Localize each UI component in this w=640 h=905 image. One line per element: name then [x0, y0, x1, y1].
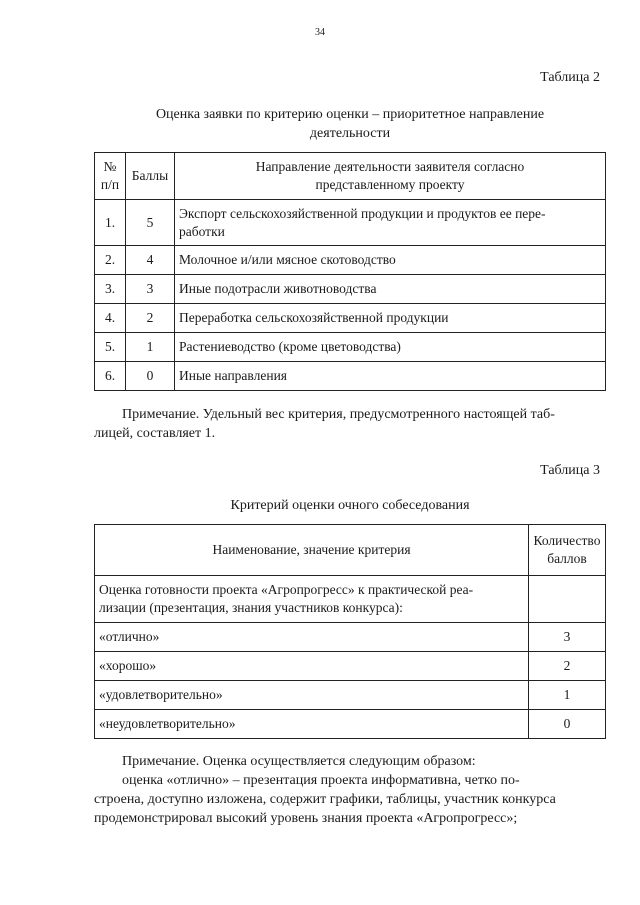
criterion-group-row: [95, 576, 606, 623]
row-points: 5: [126, 200, 175, 246]
header-score-count: [529, 525, 606, 576]
table-2-caption: [100, 105, 600, 143]
table-row: [95, 652, 606, 681]
row-number: 2.: [95, 246, 126, 275]
table-row: [95, 246, 606, 275]
table-3-label: Таблица 3: [540, 463, 600, 478]
table-2-note-line-2: лицей, составляет 1.: [94, 426, 216, 441]
criterion-value: «неудовлетворительно»: [95, 710, 529, 739]
header-number-line-1: №: [103, 159, 117, 174]
criterion-points: 2: [529, 652, 606, 681]
row-direction: Растениеводство (кроме цветоводства): [175, 333, 606, 362]
row-direction-line-2: работки: [179, 223, 225, 239]
row-direction: Иные подотрасли животноводства: [175, 275, 606, 304]
row-points: 0: [126, 362, 175, 391]
table-2-note: [94, 405, 606, 443]
row-number: 6.: [95, 362, 126, 391]
table-row: [95, 681, 606, 710]
page-number: 34: [315, 27, 325, 38]
table-row: [95, 333, 606, 362]
table-row: [95, 304, 606, 333]
row-points: 3: [126, 275, 175, 304]
criterion-group-line-2: лизации (презентация, знания участников конкурса):: [99, 600, 403, 615]
criterion-points: 1: [529, 681, 606, 710]
row-direction: Иные направления: [175, 362, 606, 391]
table-2-note-line-1: Примечание. Удельный вес критерия, предусмотренного настоящей таб-: [122, 407, 555, 422]
row-direction-line-1: Экспорт сельскохозяйственной продукции и продуктов ее пере-: [179, 205, 546, 221]
table-row: [95, 200, 606, 246]
table-3-caption: Критерий оценки очного собеседования: [230, 498, 470, 513]
table-header-row: [95, 153, 606, 200]
header-number: [95, 153, 126, 200]
table-row: [95, 362, 606, 391]
row-direction: Молочное и/или мясное скотоводство: [175, 246, 606, 275]
criterion-group-points: [529, 576, 606, 623]
row-direction: [175, 200, 606, 246]
header-points: Баллы: [126, 153, 175, 200]
table-row: [95, 275, 606, 304]
evaluation-note-line-3: строена, доступно изложена, содержит графики, таблицы, участник конкурса: [94, 792, 556, 807]
row-number: 4.: [95, 304, 126, 333]
header-score-count-line-2: баллов: [547, 551, 587, 566]
header-direction-line-2: представленному проекту: [315, 177, 465, 192]
header-direction-line-1: Направление деятельности заявителя согласно: [255, 159, 525, 174]
interview-criteria-table: [94, 524, 606, 739]
row-number: 1.: [95, 200, 126, 246]
row-points: 4: [126, 246, 175, 275]
evaluation-note-line-2: оценка «отлично» – презентация проекта информативна, четко по-: [122, 773, 520, 788]
criterion-value: «удовлетворительно»: [95, 681, 529, 710]
criterion-value: «отлично»: [95, 623, 529, 652]
table-2-caption-line-2: деятельности: [309, 126, 391, 141]
table-2-caption-line-1: Оценка заявки по критерию оценки – приоритетное направление: [155, 107, 545, 122]
header-criterion: Наименование, значение критерия: [95, 525, 529, 576]
row-number: 5.: [95, 333, 126, 362]
evaluation-note-line-4: продемонстрировал высокий уровень знания проекта «Агропрогресс»;: [94, 811, 518, 826]
evaluation-note-line-1: Примечание. Оценка осуществляется следующим образом:: [122, 754, 476, 769]
table-row: [95, 623, 606, 652]
header-score-count-line-1: Количество: [533, 533, 601, 548]
criterion-points: 3: [529, 623, 606, 652]
row-points: 2: [126, 304, 175, 333]
header-number-line-2: п/п: [100, 177, 120, 192]
criterion-group-line-1: Оценка готовности проекта «Агропрогресс» к практической реа-: [99, 582, 474, 597]
criterion-value: «хорошо»: [95, 652, 529, 681]
criterion-points: 0: [529, 710, 606, 739]
table-2-label: Таблица 2: [540, 70, 600, 85]
priority-direction-table: [94, 152, 606, 391]
row-points: 1: [126, 333, 175, 362]
criterion-group-text: [95, 576, 529, 623]
table-row: [95, 710, 606, 739]
header-direction: [175, 153, 606, 200]
row-direction: Переработка сельскохозяйственной продукции: [175, 304, 606, 333]
row-number: 3.: [95, 275, 126, 304]
evaluation-note: [94, 752, 606, 828]
table-header-row: [95, 525, 606, 576]
